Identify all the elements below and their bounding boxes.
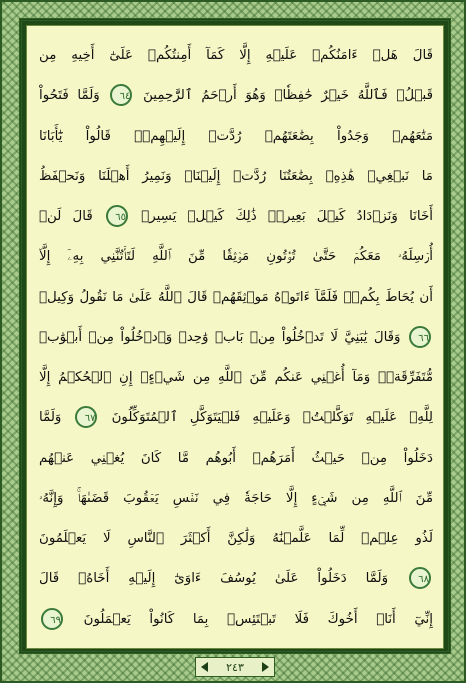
- ayah-number-marker: ٦٥: [106, 205, 128, 227]
- verse-text: قَالَ هَلۡ ءَامَنُكُمۡ عَلَيۡهِ إِلَّا كَمَآ أَمِنتُكُمۡ عَلَىٰٓ أَخِيهِ مِن: [39, 48, 433, 63]
- text-line: [39, 278, 433, 318]
- verse-text: إِنِّيٓ أَنَا۠ أَخُوكَ فَلَا تَبۡتَئِسۡ بِمَا كَانُواْ يَعۡمَلُونَ: [65, 611, 433, 627]
- ayah-number-marker: ٦٩: [41, 608, 63, 630]
- verse-text: أَن يُحَاطَ بِكُمۡۖ فَلَمَّآ ءَاتَوۡهُ مَوۡثِقَهُمۡ قَالَ ٱللَّهُ عَلَىٰ مَا نَقُولُ وَكِيلٞ: [39, 289, 433, 305]
- verse-text: مُّتَفَرِّقَةٖۖ وَمَآ أُغۡنِي عَنكُم مِّنَ ٱللَّهِ مِن شَيۡءٍۖ إِنِ ٱلۡحُكۡمُ إِلَّا: [39, 370, 433, 386]
- verse-text: أُرۡسِلَهُۥ مَعَكُمۡ حَتَّىٰ تُؤۡتُونِ مَوۡثِقٗا مِّنَ ٱللَّهِ لَتَأۡتُنَّنِي بِهِۦٓ إِلَّآ: [39, 249, 433, 265]
- text-line: [39, 398, 433, 438]
- page-number: ٢٤٣: [226, 660, 244, 674]
- page-number-bar: [195, 657, 275, 677]
- quran-text: [39, 36, 433, 638]
- verse-text: أَخَانَا وَنَزۡدَادُ كَيۡلَ بَعِيرٖۖ ذَٰلِكَ كَيۡلٞ يَسِيرٞ: [129, 209, 433, 225]
- text-line: [39, 117, 433, 157]
- text-line: [39, 36, 433, 76]
- text-line: [39, 559, 433, 599]
- verse-text: دَخَلُواْ مِنۡ حَيۡثُ أَمَرَهُمۡ أَبُوهُم مَّا كَانَ يُغۡنِي عَنۡهُم: [39, 450, 433, 466]
- verse-text: وَلَمَّا فَتَحُواْ: [39, 88, 109, 104]
- verse-text: لَذُو عِلۡمٖ لِّمَا عَلَّمۡنَٰهُ وَلَٰكِنَّ أَكۡثَرَ ٱلنَّاسِ لَا يَعۡلَمُونَ: [39, 531, 433, 547]
- verse-text: مِّنَ ٱللَّهِ مِن شَيۡءٍ إِلَّا حَاجَةٗ فِي نَفۡسِ يَعۡقُوبَ قَضَىٰهَاۚ وَإِنَّهُۥ: [39, 490, 433, 506]
- text-line: [39, 318, 433, 358]
- verse-text: قَالَ لَنۡ: [39, 209, 104, 225]
- ayah-number-marker: ٦٤: [110, 84, 132, 106]
- text-line: [39, 197, 433, 237]
- verse-text: وَلَمَّا دَخَلُواْ عَلَىٰ يُوسُفَ ءَاوَىٰٓ إِلَيۡهِ أَخَاهُۖ قَالَ: [39, 571, 407, 587]
- verse-text: وَقَالَ يَٰبَنِيَّ لَا تَدۡخُلُواْ مِنۢ بَابٖ وَٰحِدٖ وَٱدۡخُلُواْ مِنۡ أَبۡوَٰبٖ: [39, 329, 407, 345]
- ayah-number-marker: ٦٦: [409, 326, 431, 348]
- text-line: [39, 358, 433, 398]
- text-line: [39, 157, 433, 197]
- text-line: [39, 237, 433, 277]
- verse-text: لِلَّهِۖ عَلَيۡهِ تَوَكَّلۡتُۖ وَعَلَيۡهِ فَلۡيَتَوَكَّلِ ٱلۡمُتَوَكِّلُونَ: [99, 410, 433, 426]
- text-line: [39, 76, 433, 116]
- triangle-right-icon: [262, 662, 269, 672]
- text-line: [39, 600, 433, 640]
- verse-text: قَبۡلُۖ فَٱللَّهُ خَيۡرٌ حَٰفِظٗاۖ وَهُوَ أَرۡحَمُ ٱلرَّٰحِمِينَ: [134, 88, 433, 104]
- ayah-number-marker: ٦٨: [409, 567, 431, 589]
- text-line: [39, 479, 433, 519]
- ayah-number-marker: ٦٧: [75, 406, 97, 428]
- text-line: [39, 439, 433, 479]
- text-line: [39, 519, 433, 559]
- triangle-left-icon: [201, 662, 208, 672]
- verse-text: مَا نَبۡغِيۖ هَٰذِهِۦ بِضَٰعَتُنَا رُدَّتۡ إِلَيۡنَاۖ وَنَمِيرُ أَهۡلَنَا وَنَحۡفَظُ: [39, 168, 433, 184]
- verse-text: وَلَمَّا: [39, 410, 74, 426]
- text-panel: [26, 25, 444, 649]
- verse-text: مَتَٰعَهُمۡ وَجَدُواْ بِضَٰعَتَهُمۡ رُدَّتۡ إِلَيۡهِمۡۖ قَالُواْ يَٰٓأَبَانَا: [39, 128, 433, 144]
